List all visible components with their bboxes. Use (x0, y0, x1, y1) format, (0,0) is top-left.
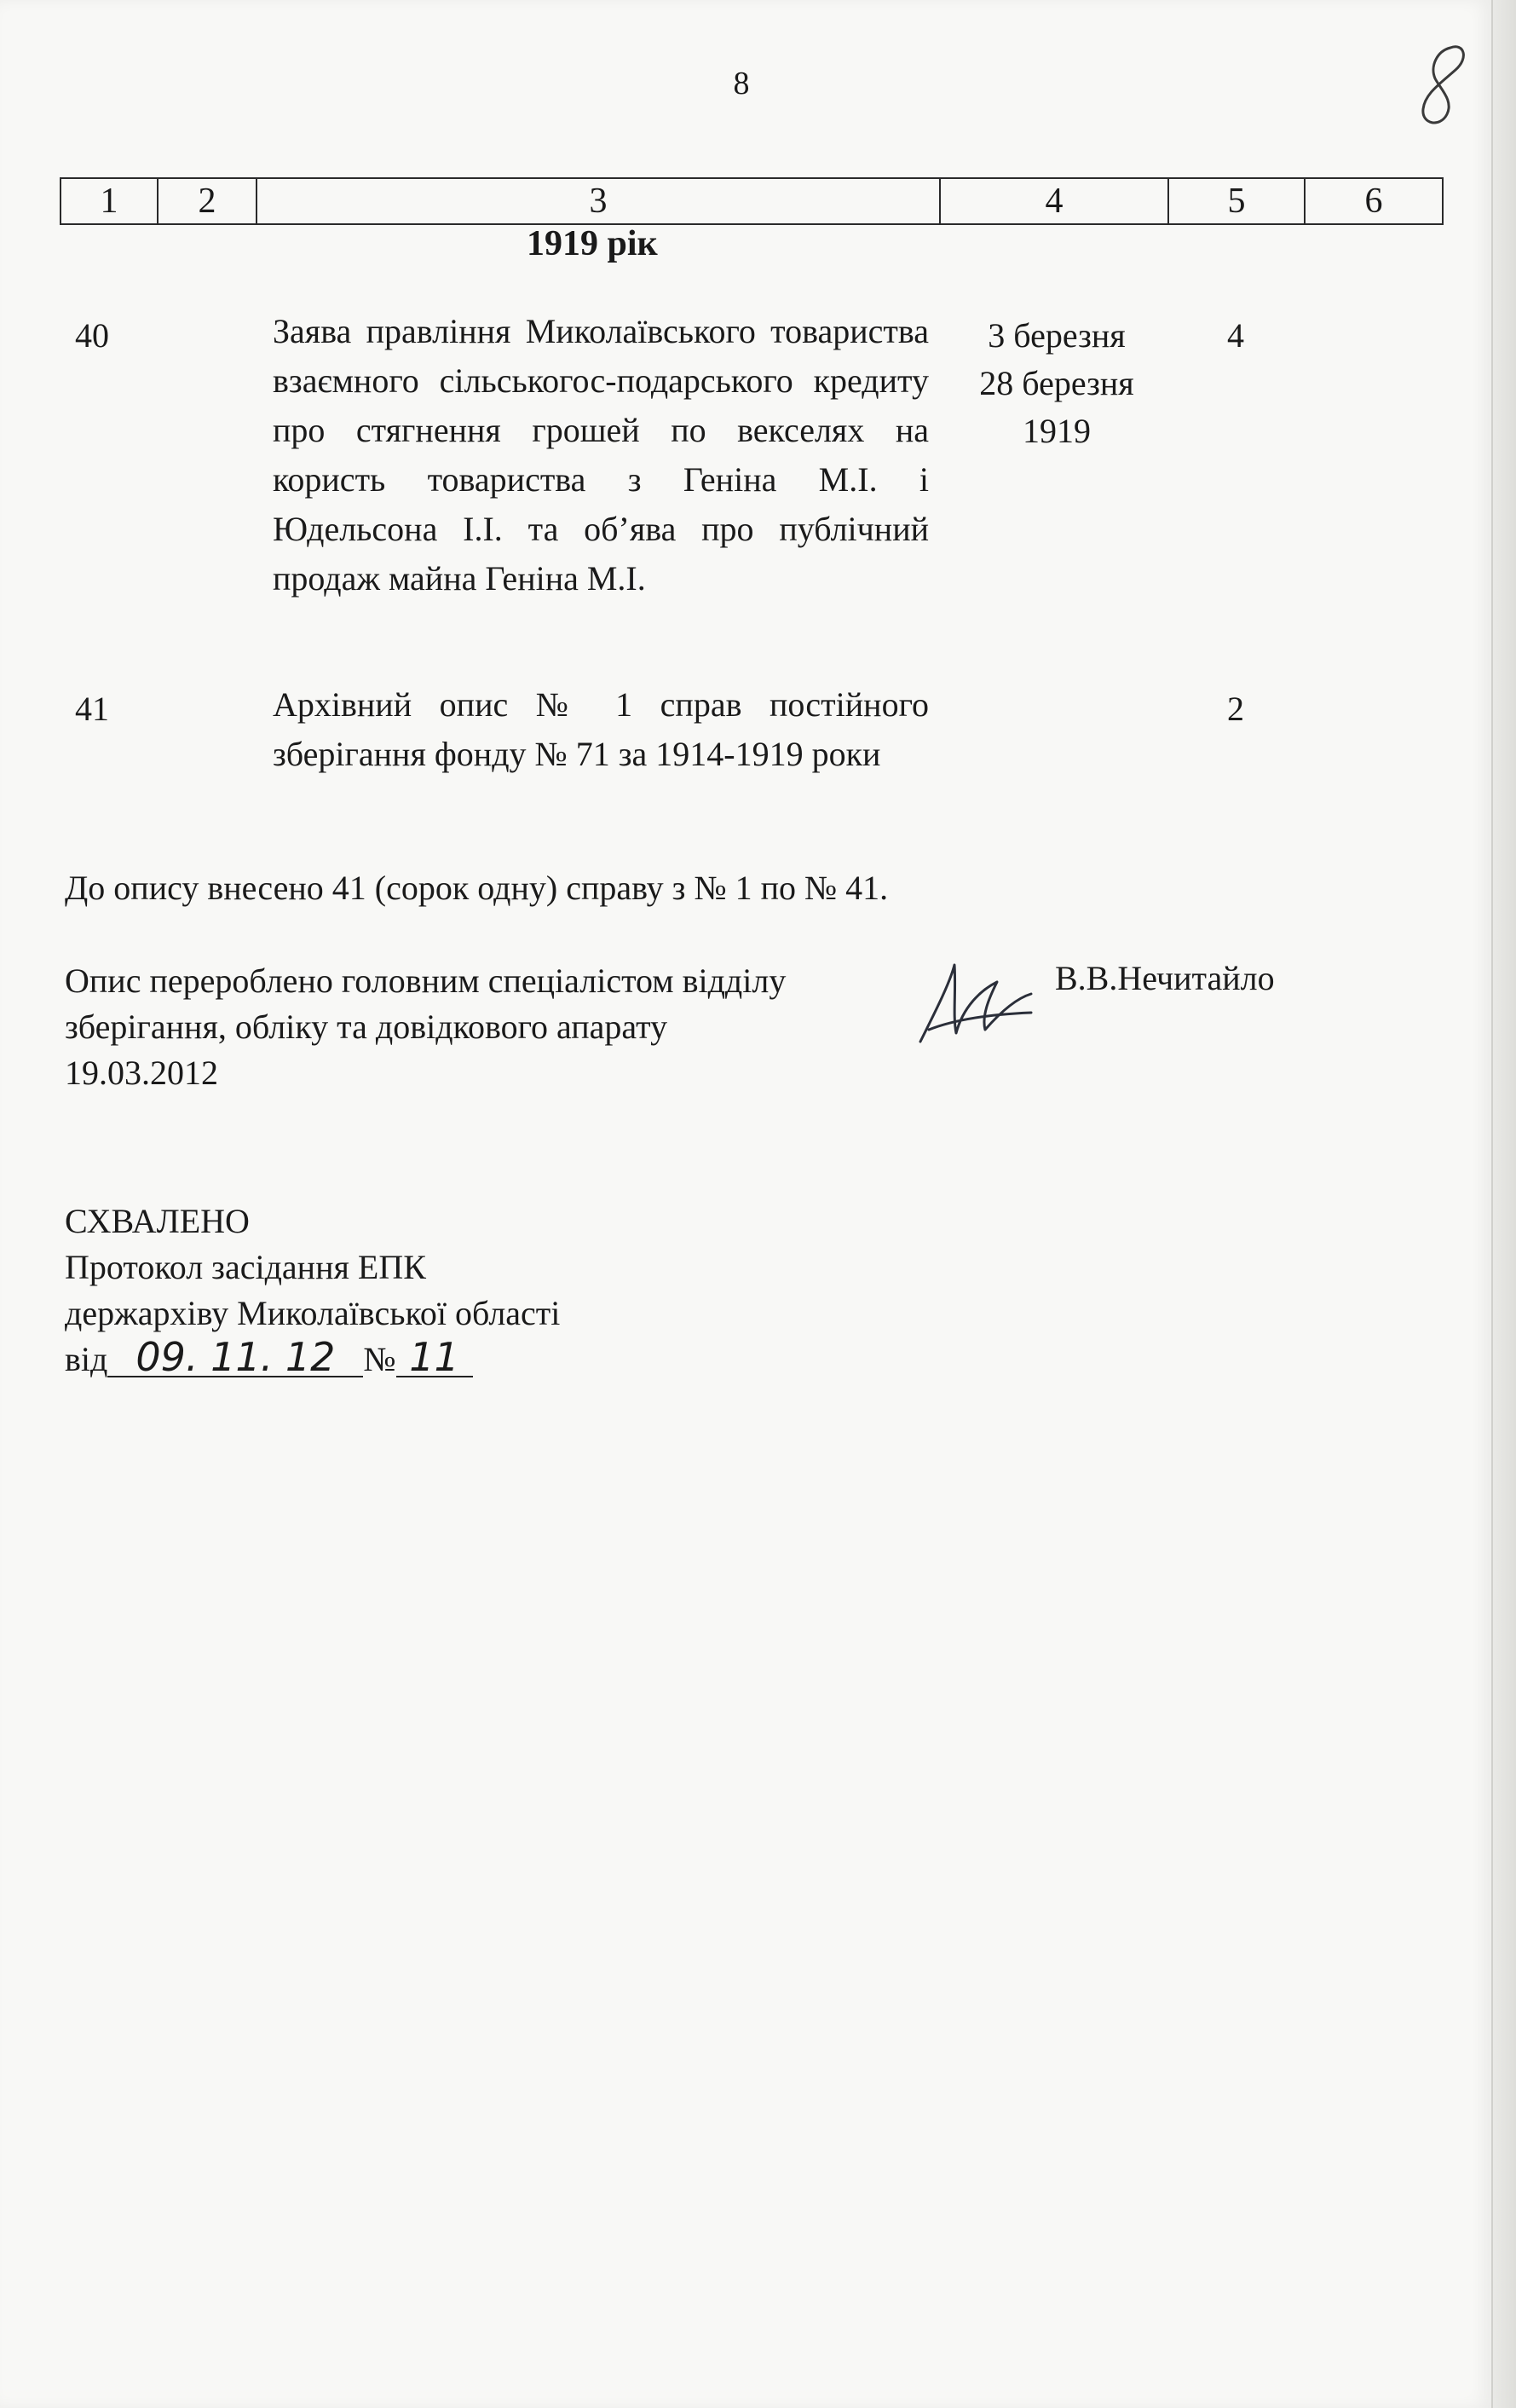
entry-dates (946, 312, 1167, 455)
entry-date-end: 28 березня (979, 364, 1134, 402)
entry-date-year: 1919 (1023, 412, 1091, 450)
approval-line-1: Протокол засідання ЕПК (65, 1248, 426, 1286)
summary-note: До опису внесено 41 (сорок одну) справу з № 1 по № 41. (65, 869, 889, 907)
header-col-4: 4 (940, 178, 1168, 224)
entry-title: Архівний опис № 1 справ постійного зберігання фонду № 71 за 1914-1919 роки (273, 685, 929, 773)
header-col-1: 1 (61, 178, 158, 224)
signer-name: В.В.Нечитайло (1055, 959, 1275, 997)
header-col-5: 5 (1168, 178, 1305, 224)
approval-from-label: від (65, 1340, 108, 1378)
page-edge (1493, 0, 1516, 2408)
handwritten-signature (903, 948, 1048, 1059)
approval-block (65, 1198, 560, 1383)
entry-date-start: 3 березня (988, 316, 1126, 355)
approval-protocol-line (65, 1334, 560, 1383)
approval-heading: СХВАЛЕНО (65, 1202, 250, 1240)
header-col-6: 6 (1305, 178, 1443, 224)
entry-number: 41 (75, 690, 109, 728)
header-col-3: 3 (257, 178, 940, 224)
entry-number: 40 (75, 316, 109, 355)
revision-line-2: зберігання, обліку та довідкового апарату (65, 1008, 668, 1046)
approval-date-handwritten: 09. 11. 12 (107, 1338, 363, 1377)
approval-number-handwritten: 11 (396, 1338, 473, 1377)
entry-sheet-count: 2 (1227, 690, 1244, 728)
header-col-2: 2 (158, 178, 257, 224)
entry-title: Заява правління Миколаївського товариства взаємного сільськогос-подарського кредиту про стягнення грошей по векселях на користь товариства з Геніна М.І. і Юдельсона І.І. та об’ява про публічний продаж майна Геніна М.І. (273, 312, 929, 598)
page-number: 8 (733, 66, 750, 101)
entry-sheet-count: 4 (1227, 316, 1244, 355)
year-heading: 1919 рік (527, 224, 658, 263)
approval-number-label: № (363, 1340, 396, 1378)
revision-date: 19.03.2012 (65, 1054, 218, 1092)
column-header-table (60, 177, 1444, 225)
revision-note (65, 958, 786, 1096)
revision-line-1: Опис перероблено головним спеціалістом відділу (65, 961, 787, 1000)
approval-line-2: держархіву Миколаївської області (65, 1294, 561, 1332)
handwritten-sheet-number (1406, 41, 1474, 135)
